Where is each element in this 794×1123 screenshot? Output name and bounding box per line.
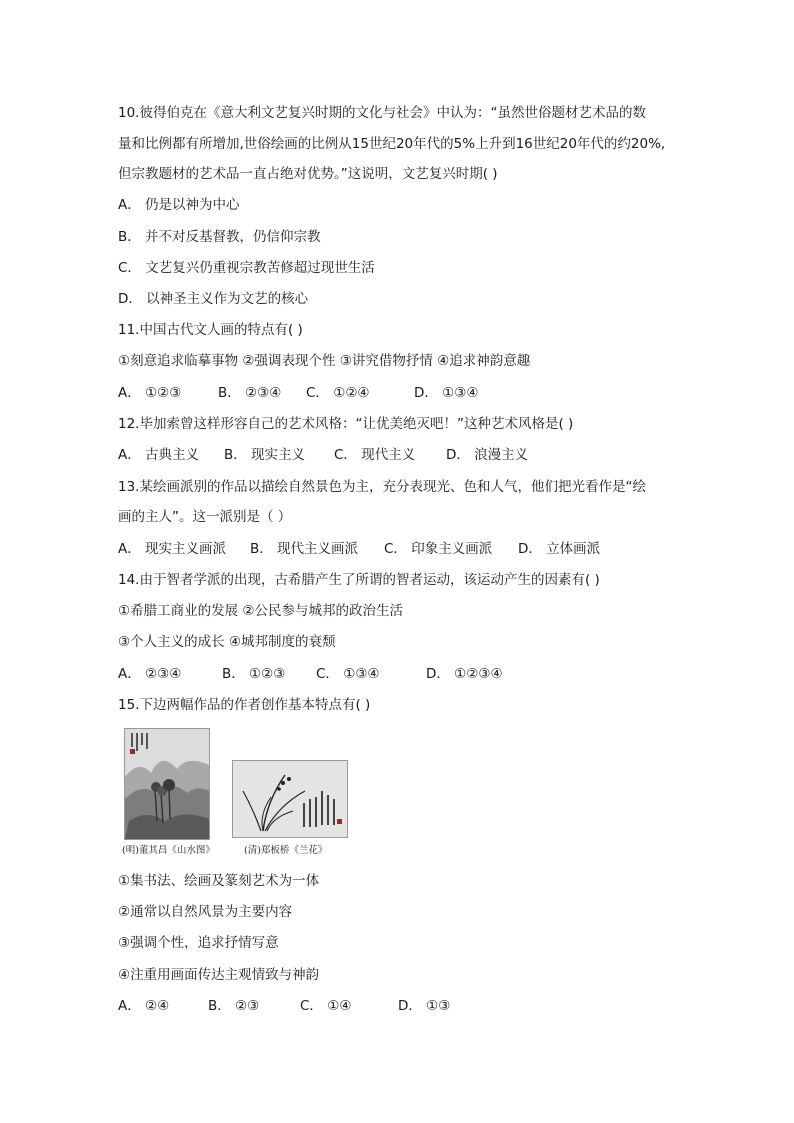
q13-option-b: B． 现代主义画派: [250, 541, 359, 557]
q15-item-1: ①集书法、绘画及篆刻艺术为一体: [118, 873, 320, 889]
q10-option-d: D． 以神圣主义作为文艺的核心: [118, 291, 309, 307]
q11-stem: 11.中国古代文人画的特点有( ): [118, 322, 303, 338]
q13-stem-line1: 13.某绘画派别的作品以描绘自然景色为主，充分表现光、色和人气，他们把光看作是“绘: [118, 479, 646, 495]
q10-stem-line3: 但宗教题材的艺术品一直占绝对优势。”这说明，文艺复兴时期( ): [118, 166, 498, 182]
landscape-painting-caption: (明)董其昌《山水图》: [122, 845, 215, 856]
q12-option-c: C． 现代主义: [334, 447, 416, 463]
q15-stem: 15.下边两幅作品的作者创作基本特点有( ): [118, 697, 371, 713]
orchid-painting-image: [232, 760, 348, 838]
q14-items-line1: ①希腊工商业的发展 ②公民参与城邦的政治生活: [118, 603, 403, 619]
q15-option-d: D． ①③: [398, 998, 451, 1014]
q10-stem-line2: 量和比例都有所增加,世俗绘画的比例从15世纪20年代的5%上升到16世纪20年代的约20%,: [118, 136, 666, 152]
q14-stem: 14.由于智者学派的出现，古希腊产生了所谓的智者运动，该运动产生的因素有( ): [118, 572, 600, 588]
q14-option-d: D． ①②③④: [426, 666, 503, 682]
q11-option-a: A． ①②③: [118, 385, 182, 401]
q13-option-d: D． 立体画派: [518, 541, 601, 557]
landscape-painting-image: [124, 728, 210, 840]
q13-stem-line2: 画的主人”。这一派别是（ ）: [118, 509, 292, 525]
q14-option-a: A． ②③④: [118, 666, 182, 682]
q10-option-a: A． 仍是以神为中心: [118, 197, 240, 213]
orchid-painting-caption: (清)郑板桥《兰花》: [244, 845, 328, 856]
q15-option-a: A． ②④: [118, 998, 170, 1014]
q12-option-b: B． 现实主义: [224, 447, 306, 463]
q10-stem-line1: 10.彼得伯克在《意大利文艺复兴时期的文化与社会》中认为：“虽然世俗题材艺术品的数: [118, 105, 646, 121]
q15-option-c: C． ①④: [300, 998, 352, 1014]
q11-items: ①刻意追求临摹事物 ②强调表现个性 ③讲究借物抒情 ④追求神韵意趣: [118, 353, 531, 369]
q14-option-b: B． ①②③: [222, 666, 286, 682]
q10-option-b: B． 并不对反基督教，仍信仰宗教: [118, 229, 321, 245]
q12-option-d: D． 浪漫主义: [446, 447, 529, 463]
q12-option-a: A． 古典主义: [118, 447, 200, 463]
q11-option-c: C． ①②④: [306, 385, 370, 401]
q10-option-c: C． 文艺复兴仍重视宗教苦修超过现世生活: [118, 260, 375, 276]
q12-stem: 12.毕加索曾这样形容自己的艺术风格：“让优美绝灭吧！”这种艺术风格是( ): [118, 416, 574, 432]
q15-option-b: B． ②③: [208, 998, 260, 1014]
q13-option-a: A． 现实主义画派: [118, 541, 227, 557]
q13-option-c: C． 印象主义画派: [384, 541, 493, 557]
q15-item-3: ③强调个性，追求抒情写意: [118, 935, 279, 951]
q15-item-2: ②通常以自然风景为主要内容: [118, 904, 293, 920]
q14-items-line2: ③个人主义的成长 ④城邦制度的衰颓: [118, 634, 336, 650]
q14-option-c: C． ①③④: [316, 666, 380, 682]
q15-item-4: ④注重用画面传达主观情致与神韵: [118, 967, 320, 983]
q11-option-b: B． ②③④: [218, 385, 282, 401]
q11-option-d: D． ①③④: [414, 385, 479, 401]
